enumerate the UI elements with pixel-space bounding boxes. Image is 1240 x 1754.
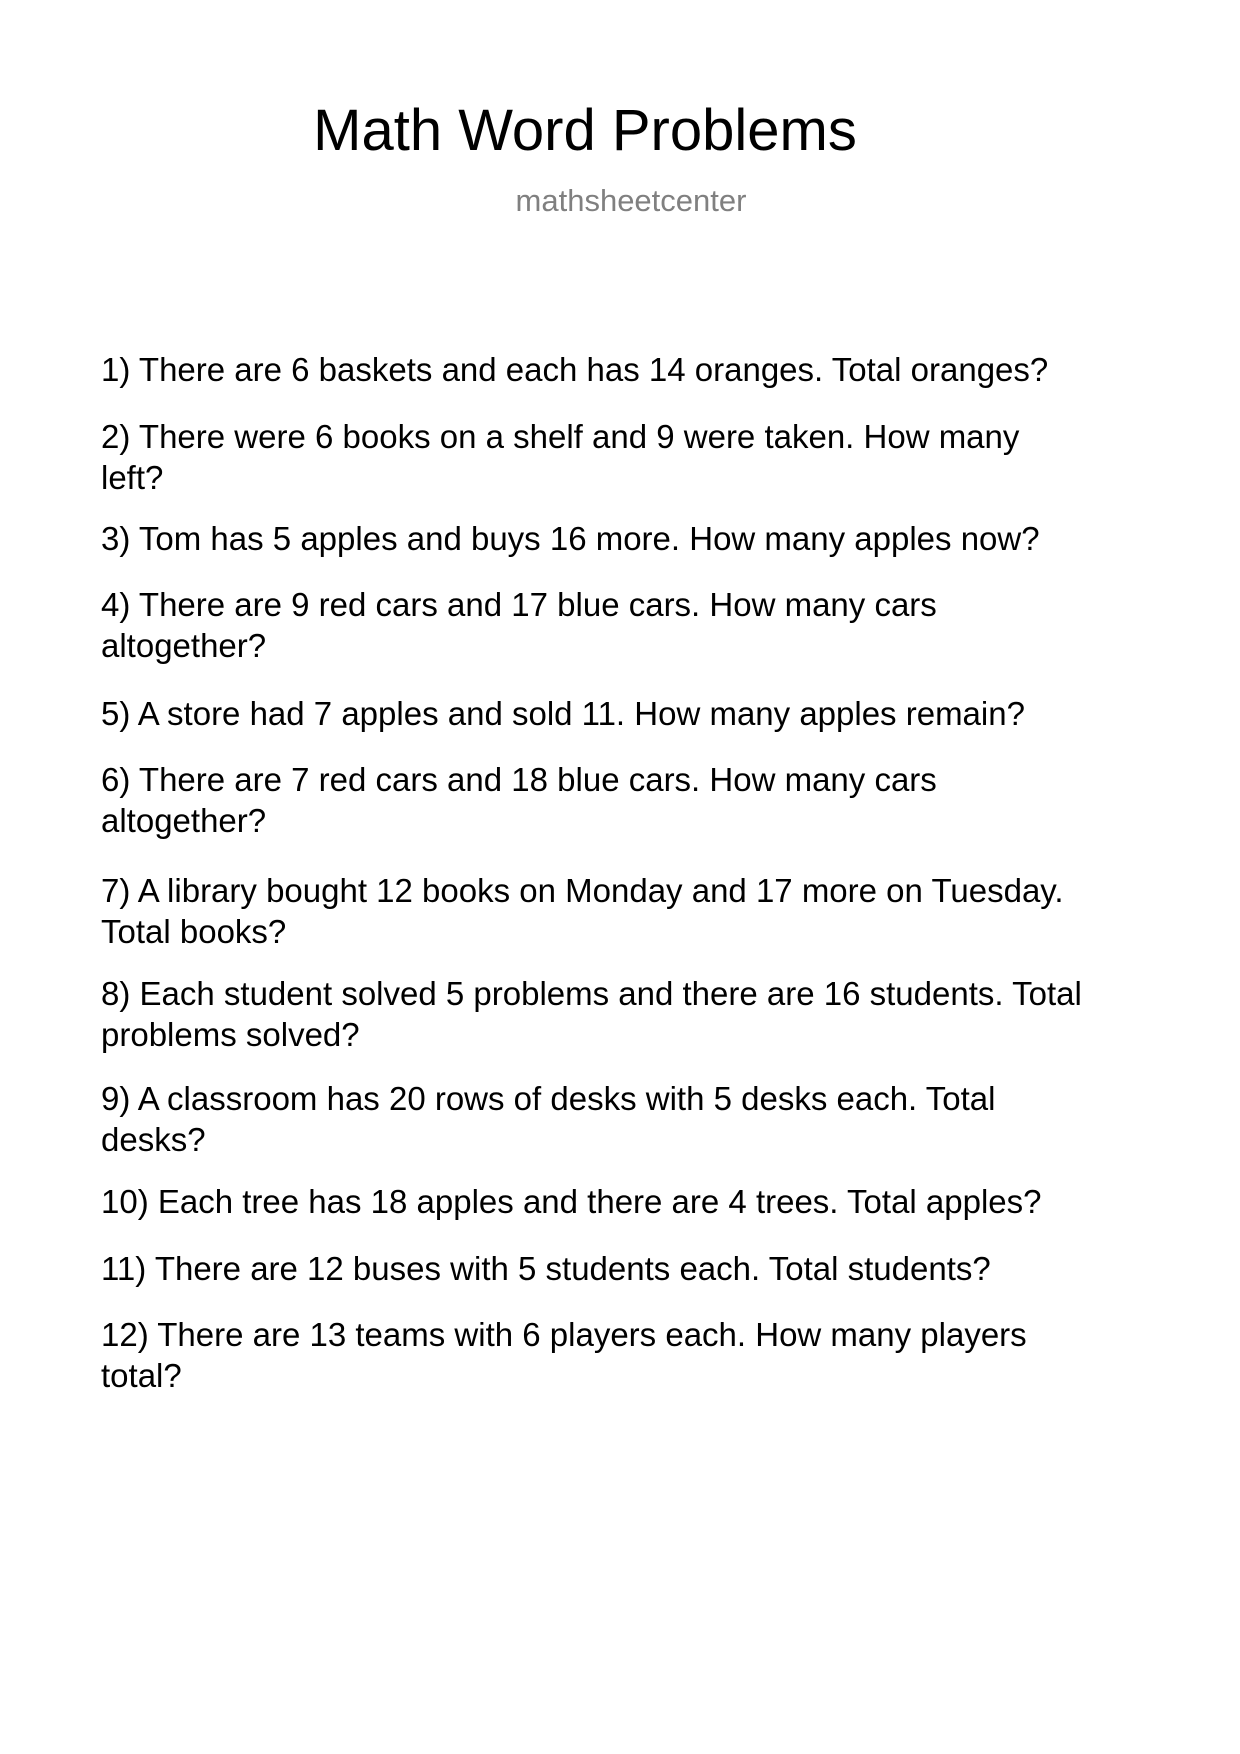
problem-text-line: 5) A store had 7 apples and sold 11. How many apples remain? (101, 695, 1025, 732)
problem-text-line: 3) Tom has 5 apples and buys 16 more. How many apples now? (101, 520, 1040, 557)
problem-12 (101, 1314, 1201, 1396)
problem-8 (101, 973, 1201, 1055)
problem-5 (101, 693, 1201, 734)
problem-text-line: 1) There are 6 baskets and each has 14 oranges. Total oranges? (101, 351, 1049, 388)
problem-7 (101, 870, 1201, 952)
problem-text-line: 2) There were 6 books on a shelf and 9 were taken. How many (101, 418, 1020, 455)
problem-text-line: Total books? (101, 913, 287, 950)
problem-text-line: 12) There are 13 teams with 6 players each. How many players (101, 1316, 1027, 1353)
problem-text-line: 9) A classroom has 20 rows of desks with 5 desks each. Total (101, 1080, 996, 1117)
problem-2 (101, 416, 1201, 498)
page-subtitle: mathsheetcenter (515, 183, 747, 218)
problem-11 (101, 1248, 1201, 1289)
problem-3 (101, 518, 1201, 559)
page-title: Math Word Problems (313, 98, 857, 163)
problem-text-line: 7) A library bought 12 books on Monday and 17 more on Tuesday. (101, 872, 1064, 909)
problem-text-line: desks? (101, 1121, 206, 1158)
problem-text-line: total? (101, 1357, 182, 1394)
problem-text-line: altogether? (101, 627, 267, 664)
problem-text-line: 11) There are 12 buses with 5 students each. Total students? (101, 1250, 991, 1287)
problem-text-line: 8) Each student solved 5 problems and there are 16 students. Total (101, 975, 1082, 1012)
problem-text-line: 4) There are 9 red cars and 17 blue cars. How many cars (101, 586, 937, 623)
problem-text-line: left? (101, 459, 164, 496)
problem-9 (101, 1078, 1201, 1160)
problem-10 (101, 1181, 1201, 1222)
problem-text-line: 10) Each tree has 18 apples and there are 4 trees. Total apples? (101, 1183, 1042, 1220)
problem-4 (101, 584, 1201, 666)
problem-text-line: 6) There are 7 red cars and 18 blue cars. How many cars (101, 761, 937, 798)
problem-text-line: problems solved? (101, 1016, 360, 1053)
problem-6 (101, 759, 1201, 841)
problem-1 (101, 349, 1201, 390)
problem-text-line: altogether? (101, 802, 267, 839)
